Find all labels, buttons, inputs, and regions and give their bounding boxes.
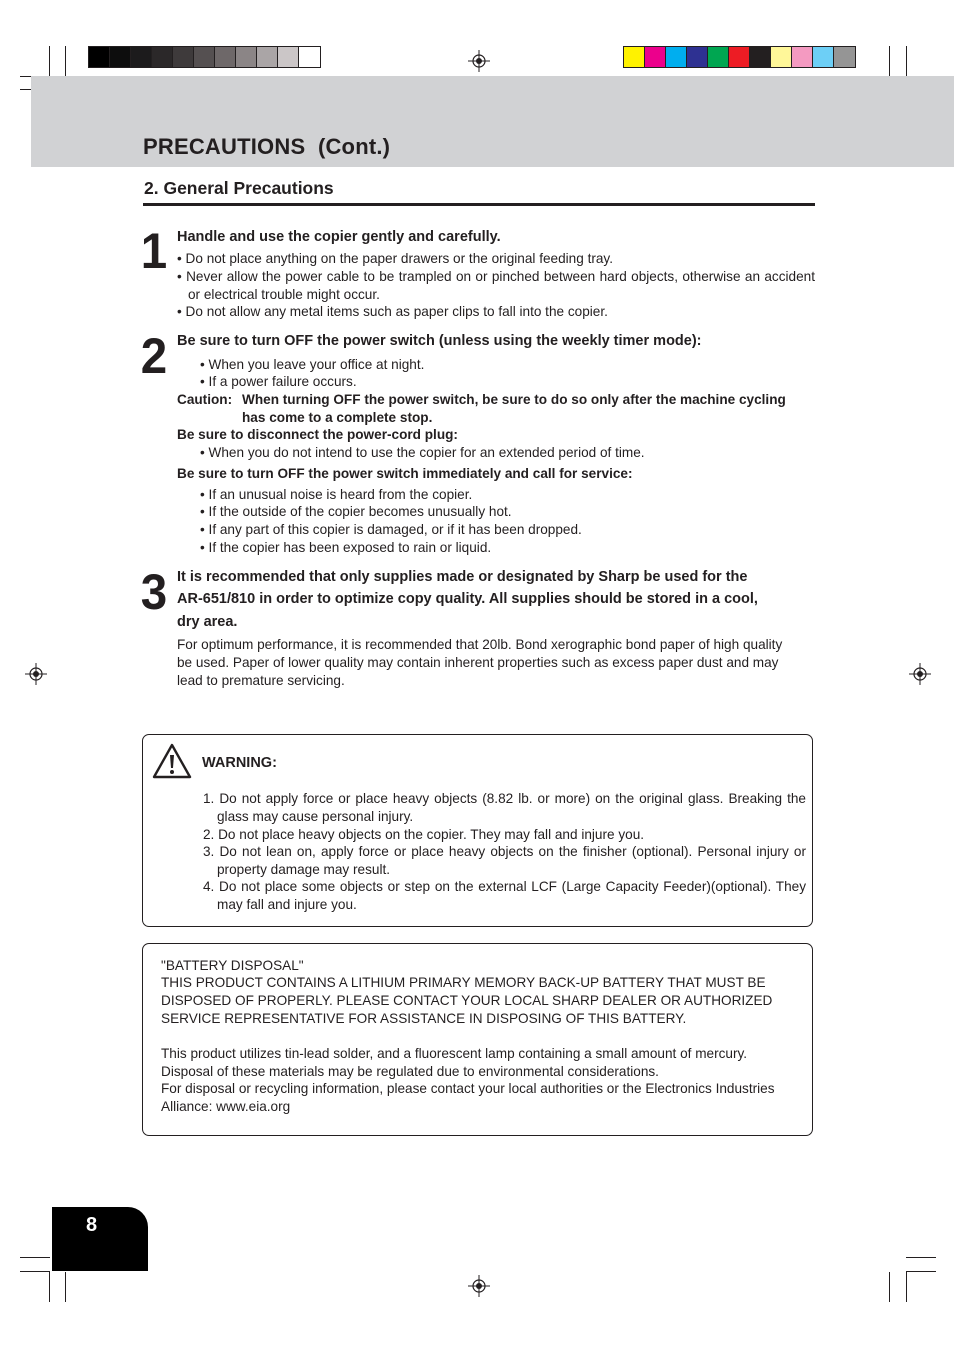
warning-item: 4. Do not place some objects or step on the external LCF (Large Capacity Feeder)(optional). They may fall and injure you. (203, 879, 806, 912)
crop-mark (49, 1272, 50, 1302)
warning-item: 3. Do not lean on, apply force or place heavy objects on the finisher (optional). Personal injury or property damage may result. (203, 844, 806, 877)
step-number: 2 (140, 328, 168, 384)
color-swatch (131, 47, 152, 67)
page-title: PRECAUTIONS (Cont.) (143, 134, 391, 159)
color-swatch (236, 47, 257, 67)
step-heading: AR-651/810 in order to optimize copy quality. All supplies should be stored in a cool, (177, 591, 758, 607)
registration-target-icon (468, 1275, 490, 1297)
caution-text: When turning OFF the power switch, be sure to do so only after the machine cycling (242, 392, 786, 407)
disposal-line: "BATTERY DISPOSAL" (161, 958, 304, 973)
color-swatch (194, 47, 215, 67)
process-color-bar (623, 46, 856, 68)
bullet-item: • If an unusual noise is heard from the copier. (200, 487, 473, 502)
bullet-item: • If any part of this copier is damaged, or if it has been dropped. (200, 522, 582, 537)
color-swatch (729, 47, 750, 67)
warning-label: WARNING: (202, 755, 277, 771)
color-swatch (792, 47, 813, 67)
crop-mark (906, 1257, 936, 1258)
color-swatch (110, 47, 131, 67)
bullet-item: • Never allow the power cable to be trampled on or pinched between hard objects, otherwise an accident or electrical trouble might occur. (177, 269, 815, 302)
color-swatch (750, 47, 771, 67)
step-number: 1 (140, 223, 168, 279)
color-swatch (624, 47, 645, 67)
bullet-item: • If the outside of the copier becomes unusually hot. (200, 504, 512, 519)
disposal-line: DISPOSED OF PROPERLY. PLEASE CONTACT YOUR LOCAL SHARP DEALER OR AUTHORIZED (161, 993, 773, 1008)
bullet-item: • When you leave your office at night. (200, 357, 425, 372)
step-heading: It is recommended that only supplies made or designated by Sharp be used for the (177, 569, 748, 585)
section-rule (143, 203, 815, 206)
color-swatch (687, 47, 708, 67)
crop-mark (889, 1272, 890, 1302)
step-heading: Be sure to turn OFF the power switch (unless using the weekly timer mode): (177, 333, 702, 349)
page-number-tab (52, 1207, 148, 1271)
page-number: 8 (86, 1214, 98, 1236)
crop-mark (65, 46, 66, 76)
color-swatch (257, 47, 278, 67)
color-swatch (173, 47, 194, 67)
disposal-line: SERVICE REPRESENTATIVE FOR ASSISTANCE IN DISPOSING OF THIS BATTERY. (161, 1011, 687, 1026)
crop-mark (20, 1257, 50, 1258)
disposal-line: THIS PRODUCT CONTAINS A LITHIUM PRIMARY MEMORY BACK-UP BATTERY THAT MUST BE (161, 975, 766, 990)
step-heading: Handle and use the copier gently and carefully. (177, 229, 501, 245)
warning-triangle-icon (151, 742, 193, 780)
color-swatch (152, 47, 173, 67)
registration-target-icon (25, 663, 47, 685)
crop-mark (906, 1271, 936, 1272)
disposal-line: This product utilizes tin-lead solder, and a fluorescent lamp containing a small amount of mercury. (161, 1046, 748, 1061)
caution-text: has come to a complete stop. (242, 410, 433, 425)
disposal-line: Alliance: www.eia.org (161, 1099, 291, 1114)
step-body: be used. Paper of lower quality may contain inherent properties such as excess paper dust and may (177, 655, 779, 670)
color-swatch (278, 47, 299, 67)
color-swatch (834, 47, 855, 67)
disposal-line: Disposal of these materials may be regulated due to environmental considerations. (161, 1064, 659, 1079)
warning-item: 2. Do not place heavy objects on the copier. They may fall and injure you. (203, 827, 645, 842)
bullet-item: • When you do not intend to use the copier for an extended period of time. (200, 445, 645, 460)
bullet-item: • If the copier has been exposed to rain or liquid. (200, 540, 492, 555)
grayscale-color-bar (88, 46, 321, 68)
step-number: 3 (140, 564, 168, 620)
color-swatch (89, 47, 110, 67)
step-body: lead to premature servicing. (177, 673, 345, 688)
caution-label: Caution: (177, 392, 233, 407)
color-swatch (771, 47, 792, 67)
bullet-item: • Do not place anything on the paper drawers or the original feeding tray. (177, 251, 613, 266)
crop-mark (20, 1271, 50, 1272)
step-body: For optimum performance, it is recommended that 20lb. Bond xerographic bond paper of high quality (177, 637, 783, 652)
step-heading: dry area. (177, 614, 238, 630)
bullet-item: • If a power failure occurs. (200, 374, 357, 389)
color-swatch (215, 47, 236, 67)
subheading: Be sure to disconnect the power-cord plug: (177, 427, 458, 442)
crop-mark (65, 1272, 66, 1302)
disposal-line: For disposal or recycling information, please contact your local authorities or the Electronics Industries (161, 1081, 775, 1096)
crop-mark (49, 46, 50, 76)
subheading: Be sure to turn OFF the power switch immediately and call for service: (177, 466, 633, 481)
color-swatch (666, 47, 687, 67)
color-swatch (813, 47, 834, 67)
crop-mark (889, 46, 890, 76)
color-swatch (645, 47, 666, 67)
crop-mark (906, 1272, 907, 1302)
registration-target-icon (468, 50, 490, 72)
bullet-item: • Do not allow any metal items such as paper clips to fall into the copier. (177, 304, 608, 319)
color-swatch (708, 47, 729, 67)
color-swatch (299, 47, 320, 67)
section-title: 2. General Precautions (144, 178, 334, 198)
warning-item: 1. Do not apply force or place heavy objects (8.82 lb. or more) on the original glass. Breaking the glass may cause personal injury. (203, 791, 806, 824)
registration-target-icon (909, 663, 931, 685)
crop-mark (906, 46, 907, 76)
